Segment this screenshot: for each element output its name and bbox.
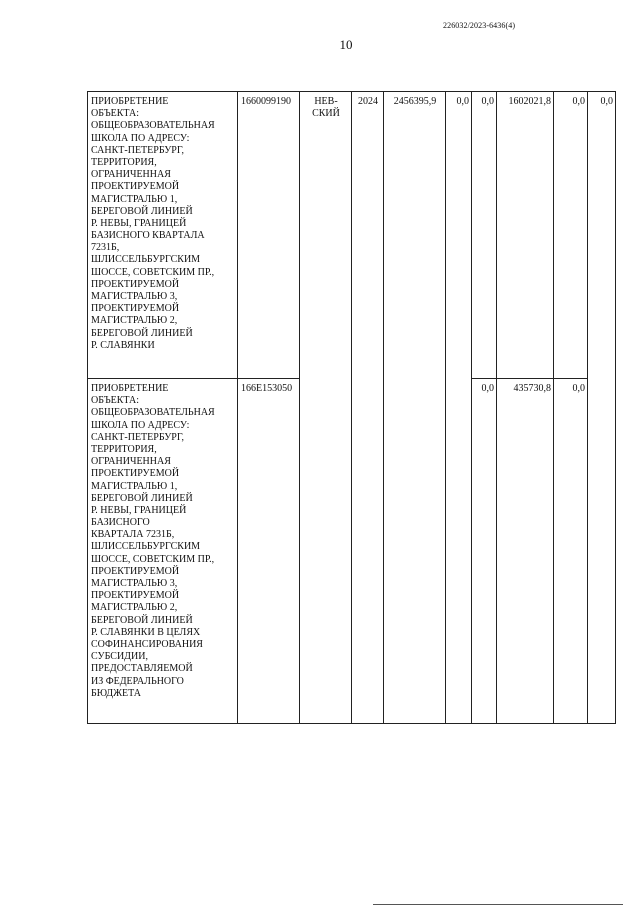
amount-cell-4: 0,0 [554,92,588,379]
amount-cell-3: 1602021,8 [497,92,554,379]
table-row [88,92,616,379]
amount-cell-4: 0,0 [554,379,588,724]
amount-cell-2: 0,0 [472,379,497,724]
year-cell: 2024 [352,92,384,724]
page-number: 10 [339,37,353,52]
document-registration-number: 226032/2023-6436(4) [443,21,516,30]
budget-table [87,91,616,724]
amount-cell-5: 0,0 [588,92,616,724]
object-name-cell: ПРИОБРЕТЕНИЕ ОБЪЕКТА: ОБЩЕОБРАЗОВАТЕЛЬНАЯ ШКОЛА ПО АДРЕСУ: САНКТ-ПЕТЕРБУРГ, ТЕРРИТОРИЯ, ОГРАНИЧЕННАЯ ПРОЕКТИРУЕМОЙ МАГИСТРАЛЬЮ 1, БЕРЕГОВОЙ ЛИНИЕЙ Р. НЕВЫ, ГРАНИЦЕЙ БАЗИСНОГО КВАРТАЛА 7231Б, ШЛИССЕЛЬБУРГСКИМ ШОССЕ, СОВЕТСКИМ ПР., ПРОЕКТИРУЕМОЙ МАГИСТРАЛЬЮ 3, ПРОЕКТИРУЕМОЙ МАГИСТРАЛЬЮ 2, БЕРЕГОВОЙ ЛИНИЕЙ Р. СЛАВЯНКИ [88,92,238,379]
amount-cell-1: 0,0 [446,92,472,724]
district-cell: НЕВ- СКИЙ [300,92,352,724]
amount-cell-3: 435730,8 [497,379,554,724]
total-amount-cell: 2456395,9 [384,92,446,724]
budget-code-cell: 1660099190 [238,92,300,379]
object-name-cell: ПРИОБРЕТЕНИЕ ОБЪЕКТА: ОБЩЕОБРАЗОВАТЕЛЬНАЯ ШКОЛА ПО АДРЕСУ: САНКТ-ПЕТЕРБУРГ, ТЕРРИТОРИЯ, ОГРАНИЧЕННАЯ ПРОЕКТИРУЕМОЙ МАГИСТРАЛЬЮ 1, БЕРЕГОВОЙ ЛИНИЕЙ Р. НЕВЫ, ГРАНИЦЕЙ БАЗИСНОГО КВАРТАЛА 7231Б, ШЛИССЕЛЬБУРГСКИМ ШОССЕ, СОВЕТСКИМ ПР., ПРОЕКТИРУЕМОЙ МАГИСТРАЛЬЮ 3, ПРОЕКТИРУЕМОЙ МАГИСТРАЛЬЮ 2, БЕРЕГОВОЙ ЛИНИЕЙ Р. СЛАВЯНКИ В ЦЕЛЯХ СОФИНАНСИРОВАНИЯ СУБСИДИИ, ПРЕДОСТАВЛЯЕМОЙ ИЗ ФЕДЕРАЛЬНОГО БЮДЖЕТА [88,379,238,724]
budget-code-cell: 166E153050 [238,379,300,724]
amount-cell-2: 0,0 [472,92,497,379]
